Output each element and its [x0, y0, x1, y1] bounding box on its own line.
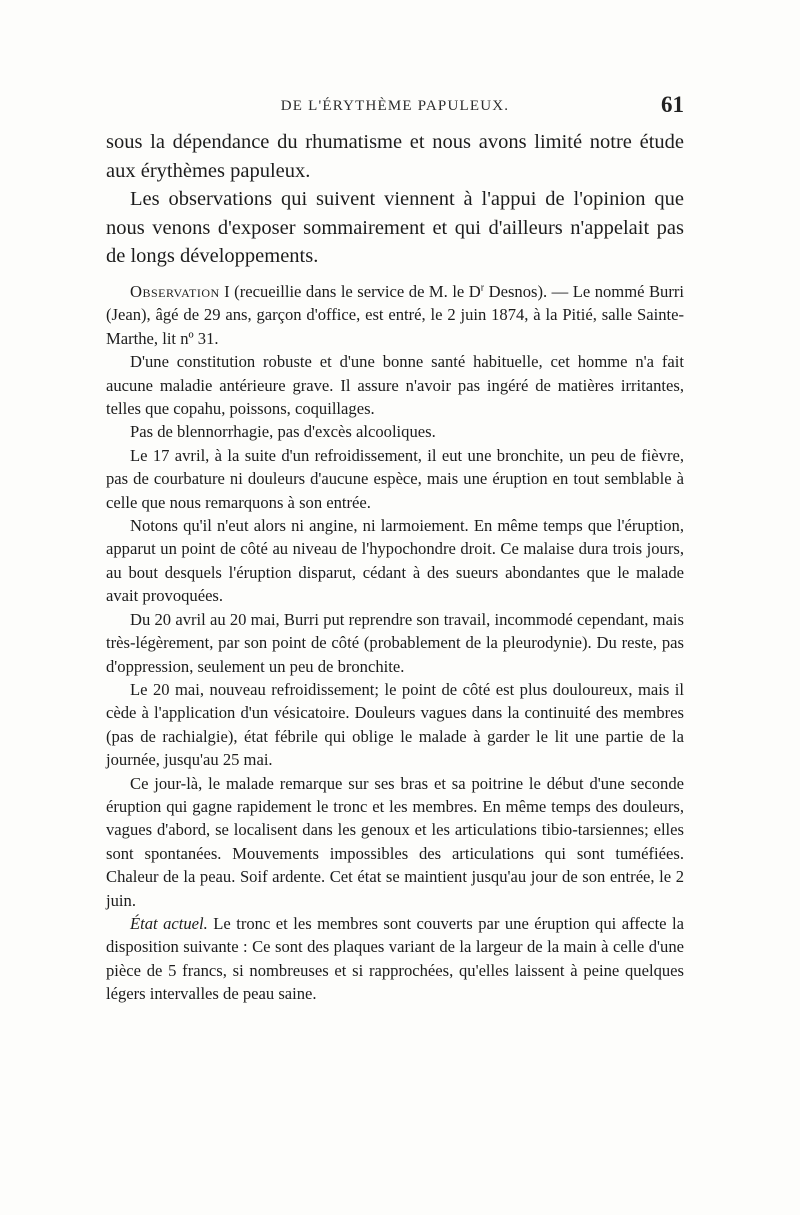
observation-heading-part-b: Desnos). — Le nommé Burri (Jean), âgé de 29 ans, garçon d'office, est entré, le 2 juin 1874, à la Pitié, salle Sainte-Marthe, lit nº 31. — [106, 282, 685, 348]
doctor-superscript: r — [480, 282, 485, 294]
observation-heading-part-a: I (recueillie dans le service de M. le D — [219, 282, 481, 301]
intro-text — [106, 128, 684, 271]
etat-actuel-label: État actuel. — [130, 913, 208, 933]
page-number: 61 — [661, 92, 684, 117]
running-title: DE L'ÉRYTHÈME PAPULEUX. — [280, 98, 510, 114]
observation-paragraph-4: Le 17 avril, à la suite d'un refroidissement, il eut une bronchite, un peu de fièvre, pas de courbature ni douleurs d'aucune espèce, mais une éruption en tout semblable à celle que nous remarquons à son entrée. — [106, 445, 684, 512]
observation-heading — [106, 280, 684, 350]
observation-paragraph-6: Du 20 avril au 20 mai, Burri put reprendre son travail, incommodé cependant, mais très-légèrement, par son point de côté (probablement de la pleurodynie). Du reste, pas d'oppression, seulement un peu de bronchite. — [106, 609, 684, 676]
page-header — [106, 94, 684, 124]
observation-paragraph-3: Pas de blennorrhagie, pas d'excès alcooliques. — [130, 422, 436, 442]
observation-label: Observation — [130, 282, 220, 301]
observation-paragraph-8: Ce jour-là, le malade remarque sur ses bras et sa poitrine le début d'une seconde éruption qui gagne rapidement le tronc et les membres. En même temps des douleurs, vagues d'abord, se localisent dans les genoux et les articulations tibio-tarsiennes; elles sont spontanées. Mouvements impossibles des articulations qui sont tuméfiées. Chaleur de la peau. Soif ardente. Cet état se maintient jusqu'au jour de son entrée, le 2 juin. — [106, 773, 684, 910]
observation-paragraph-9 — [106, 912, 684, 1006]
intro-paragraph-1: sous la dépendance du rhumatisme et nous avons limité notre étude aux érythèmes papuleux. — [106, 131, 684, 182]
etat-actuel-text: Le tronc et les membres sont couverts par une éruption qui affecte la disposition suivante : Ce sont des plaques variant de la largeur de la main à celle d'une pièce de 5 francs, si nombreuses et si rapprochées, qu'elles laissent à peine quelques légers intervalles de peau saine. — [106, 913, 684, 1004]
observation-paragraph-2: D'une constitution robuste et d'une bonne santé habituelle, cet homme n'a fait aucune maladie antérieure grave. Il assure n'avoir pas ingéré de matières irritantes, telles que copahu, poissons, coquillages. — [106, 352, 684, 419]
observation-paragraph-7: Le 20 mai, nouveau refroidissement; le point de côté est plus douloureux, mais il cède à l'application d'un vésicatoire. Douleurs vagues dans la continuité des membres (pas de rachialgie), état fébrile qui oblige le malade à garder le lit une partie de la journée, jusqu'au 25 mai. — [106, 679, 684, 770]
intro-paragraph-2: Les observations qui suivent viennent à l'appui de l'opinion que nous venons d'exposer sommairement et qui d'ailleurs n'appelait pas de longs développements. — [106, 188, 684, 267]
observation-text — [106, 280, 684, 1006]
observation-paragraph-5: Notons qu'il n'eut alors ni angine, ni larmoiement. En même temps que l'éruption, apparut un point de côté au niveau de l'hypochondre droit. Ce malaise dura trois jours, au bout desquels l'éruption disparut, cédant à des sueurs abondantes que le malade avait provoquées. — [106, 516, 684, 606]
